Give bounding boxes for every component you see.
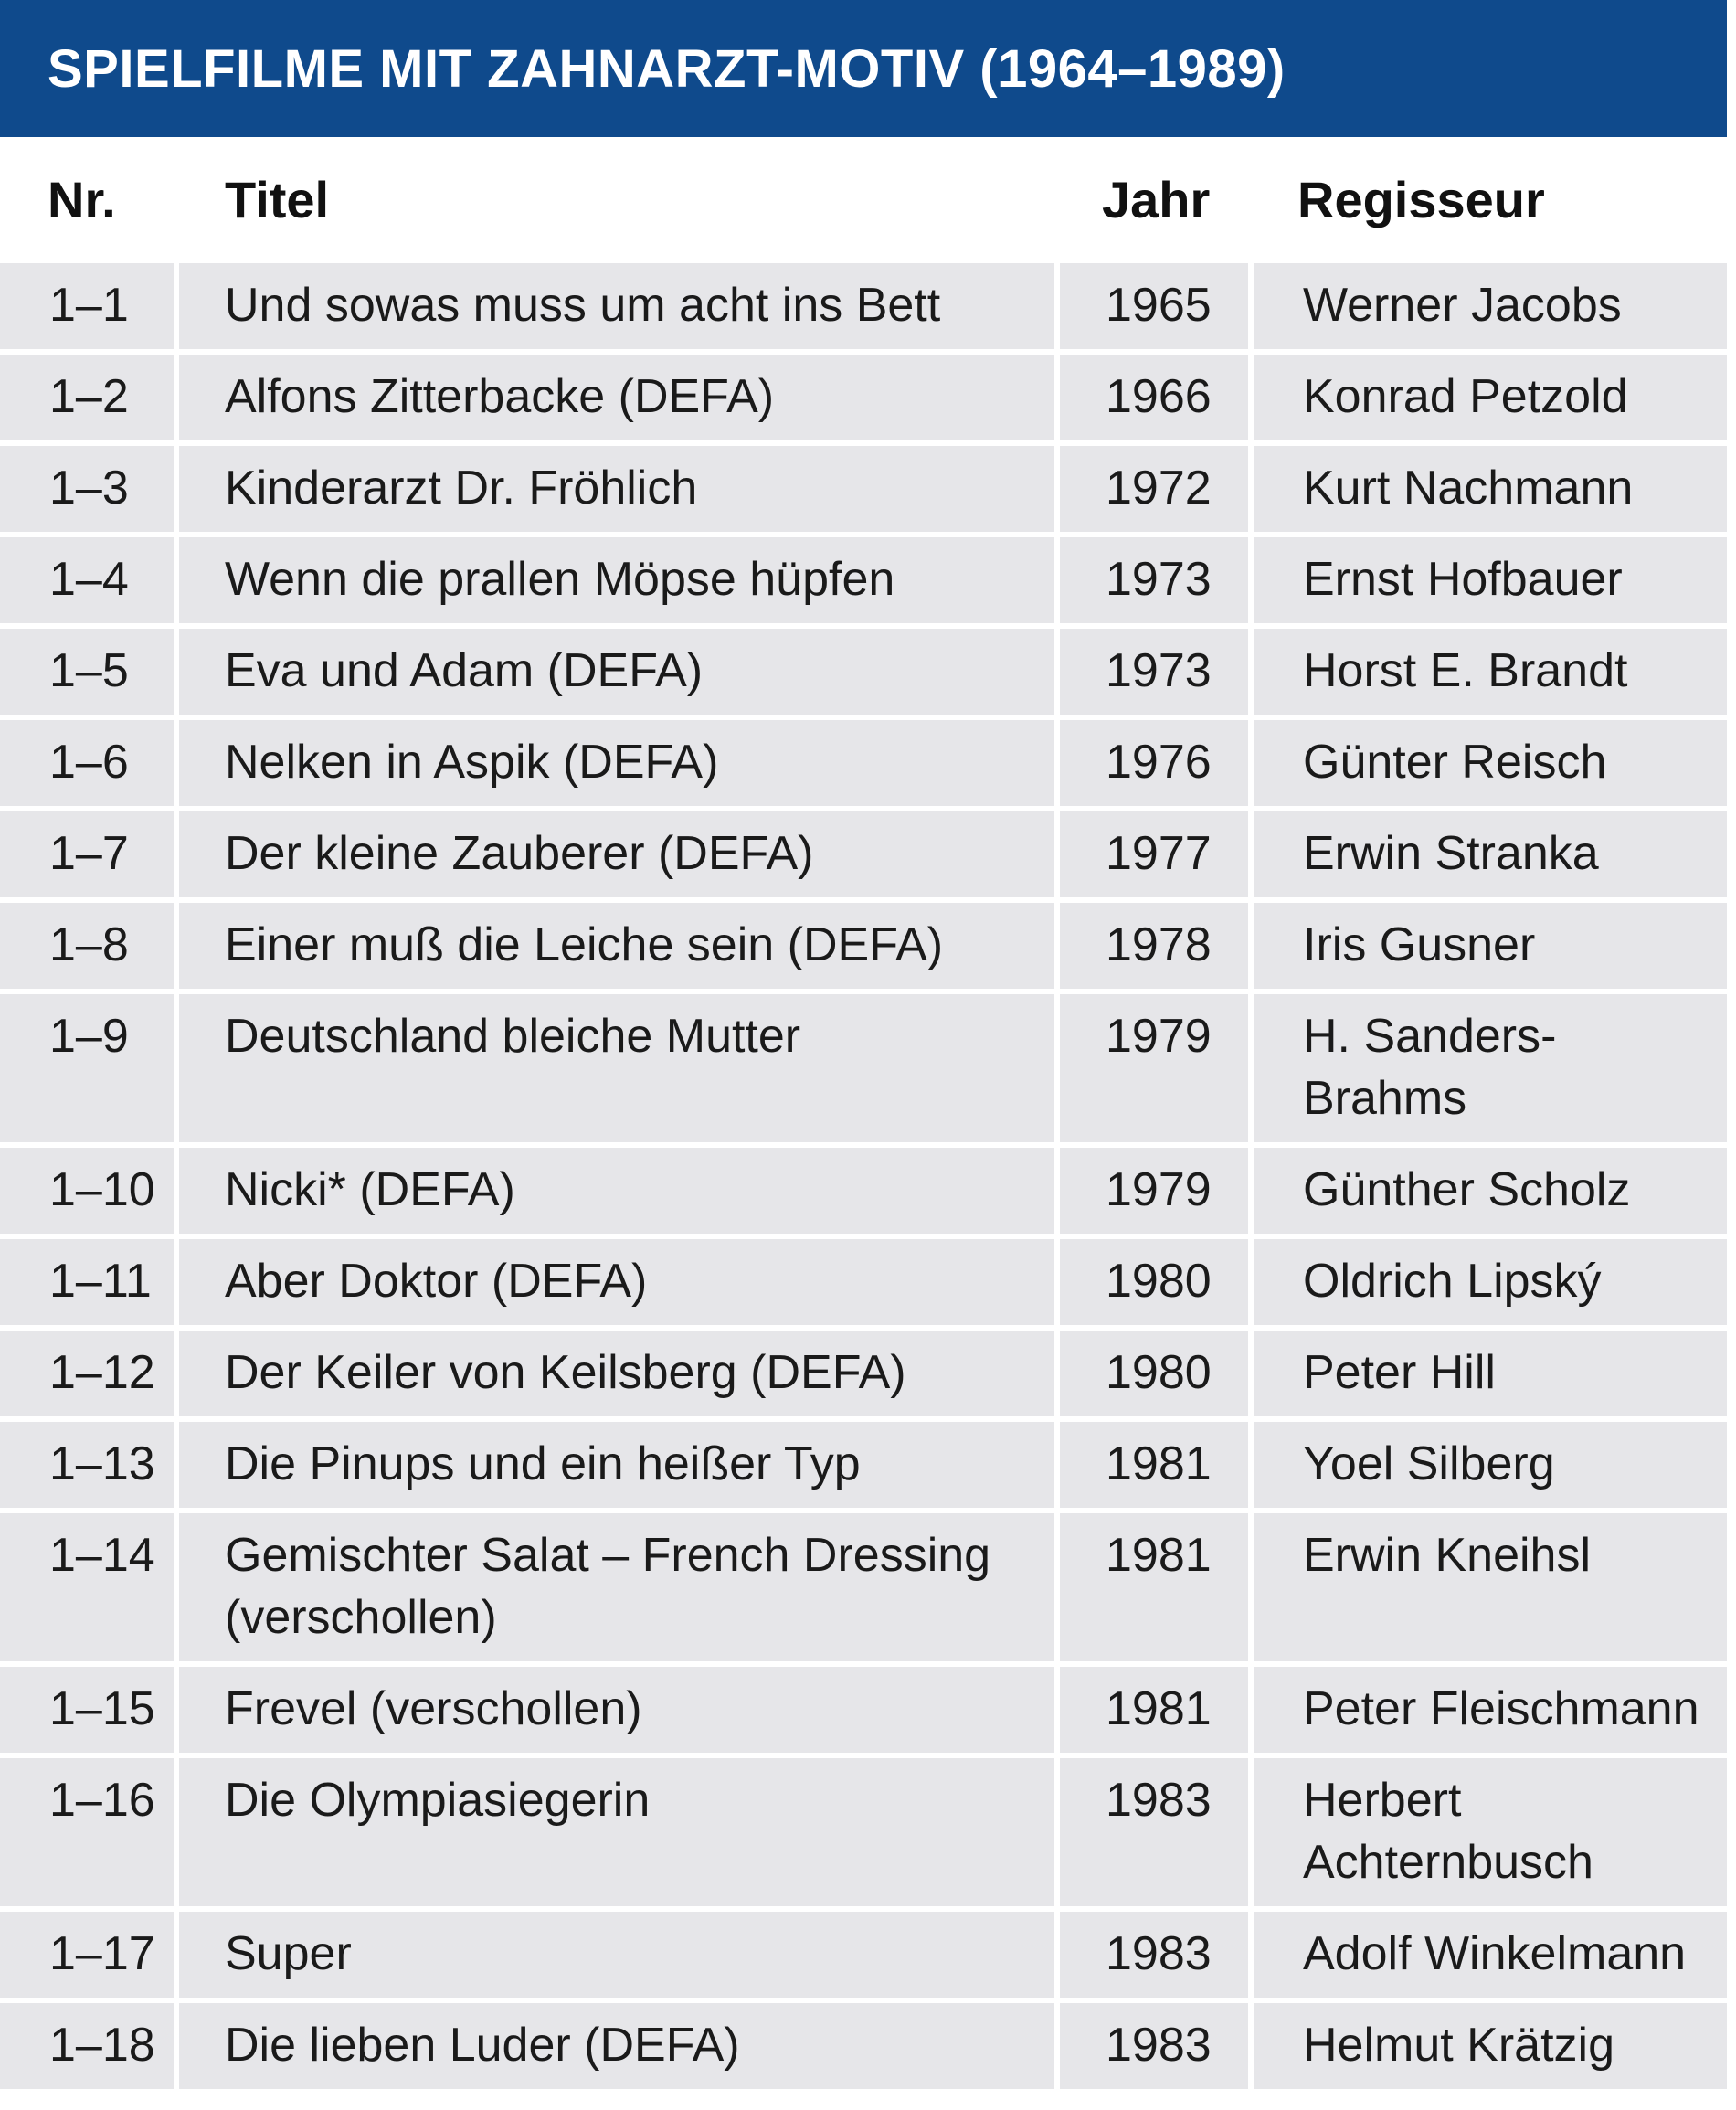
cell-year: 1980 (1060, 1331, 1248, 1416)
cell-title: Wenn die prallen Möpse hüpfen (179, 537, 1054, 623)
cell-director: Peter Hill (1254, 1331, 1727, 1416)
cell-director: Günther Scholz (1254, 1148, 1727, 1234)
cell-nr: 1–3 (0, 446, 174, 532)
cell-title: Kinderarzt Dr. Fröhlich (179, 446, 1054, 532)
cell-title: Nicki* (DEFA) (179, 1148, 1054, 1234)
cell-year: 1981 (1060, 1513, 1248, 1661)
cell-nr: 1–8 (0, 903, 174, 989)
table-row (0, 1331, 1727, 1416)
table-row (0, 355, 1727, 440)
cell-director: Erwin Stranka (1254, 811, 1727, 897)
table-row (0, 1148, 1727, 1234)
cell-title: Deutschland bleiche Mutter (179, 994, 1054, 1142)
table-row (0, 537, 1727, 623)
column-header-nr: Nr. (48, 170, 116, 228)
table-row (0, 903, 1727, 989)
cell-nr: 1–13 (0, 1422, 174, 1508)
table-row (0, 263, 1727, 349)
column-header-director: Regisseur (1297, 170, 1545, 228)
cell-director: Herbert Achternbusch (1254, 1758, 1727, 1906)
table-title: SPIELFILME MIT ZAHNARZT-MOTIV (1964–1989) (0, 0, 1727, 137)
table-row (0, 1239, 1727, 1325)
table-row (0, 2003, 1727, 2089)
cell-nr: 1–12 (0, 1331, 174, 1416)
cell-director: Werner Jacobs (1254, 263, 1727, 349)
cell-year: 1976 (1060, 720, 1248, 806)
cell-director: Kurt Nachmann (1254, 446, 1727, 532)
table-row (0, 1912, 1727, 1998)
cell-year: 1983 (1060, 1912, 1248, 1998)
table-row (0, 1513, 1727, 1661)
cell-title: Die Olympiasiegerin (179, 1758, 1054, 1906)
cell-director: Günter Reisch (1254, 720, 1727, 806)
cell-year: 1977 (1060, 811, 1248, 897)
cell-year: 1965 (1060, 263, 1248, 349)
cell-director: Iris Gusner (1254, 903, 1727, 989)
cell-nr: 1–1 (0, 263, 174, 349)
cell-nr: 1–5 (0, 629, 174, 715)
cell-title: Der Keiler von Keilsberg (DEFA) (179, 1331, 1054, 1416)
cell-title: Super (179, 1912, 1054, 1998)
cell-year: 1973 (1060, 537, 1248, 623)
cell-nr: 1–4 (0, 537, 174, 623)
cell-director: Helmut Krätzig (1254, 2003, 1727, 2089)
cell-title: Einer muß die Leiche sein (DEFA) (179, 903, 1054, 989)
cell-nr: 1–6 (0, 720, 174, 806)
cell-director: Konrad Petzold (1254, 355, 1727, 440)
cell-title: Alfons Zitterbacke (DEFA) (179, 355, 1054, 440)
table-row (0, 720, 1727, 806)
cell-nr: 1–9 (0, 994, 174, 1142)
cell-director: Ernst Hofbauer (1254, 537, 1727, 623)
cell-director: Adolf Winkelmann (1254, 1912, 1727, 1998)
table-header (0, 137, 1727, 261)
column-header-year: Jahr (1102, 170, 1211, 228)
cell-nr: 1–17 (0, 1912, 174, 1998)
cell-title: Nelken in Aspik (DEFA) (179, 720, 1054, 806)
table-row (0, 629, 1727, 715)
cell-year: 1980 (1060, 1239, 1248, 1325)
cell-nr: 1–2 (0, 355, 174, 440)
cell-nr: 1–10 (0, 1148, 174, 1234)
cell-nr: 1–14 (0, 1513, 174, 1661)
cell-title: Eva und Adam (DEFA) (179, 629, 1054, 715)
cell-title: Die lieben Luder (DEFA) (179, 2003, 1054, 2089)
cell-year: 1983 (1060, 2003, 1248, 2089)
cell-director: Horst E. Brandt (1254, 629, 1727, 715)
table-row (0, 811, 1727, 897)
table-row (0, 994, 1727, 1142)
cell-year: 1983 (1060, 1758, 1248, 1906)
cell-year: 1981 (1060, 1422, 1248, 1508)
cell-year: 1979 (1060, 994, 1248, 1142)
table-row (0, 1667, 1727, 1753)
cell-nr: 1–7 (0, 811, 174, 897)
table-row (0, 446, 1727, 532)
cell-title: Die Pinups und ein heißer Typ (179, 1422, 1054, 1508)
cell-year: 1966 (1060, 355, 1248, 440)
cell-title: Aber Doktor (DEFA) (179, 1239, 1054, 1325)
cell-title: Der kleine Zauberer (DEFA) (179, 811, 1054, 897)
cell-nr: 1–15 (0, 1667, 174, 1753)
cell-nr: 1–18 (0, 2003, 174, 2089)
cell-year: 1981 (1060, 1667, 1248, 1753)
cell-year: 1972 (1060, 446, 1248, 532)
cell-nr: 1–16 (0, 1758, 174, 1906)
cell-director: Peter Fleischmann (1254, 1667, 1727, 1753)
cell-director: Erwin Kneihsl (1254, 1513, 1727, 1661)
cell-title: Und sowas muss um acht ins Bett (179, 263, 1054, 349)
table-row (0, 1422, 1727, 1508)
cell-year: 1979 (1060, 1148, 1248, 1234)
cell-director: Oldrich Lipský (1254, 1239, 1727, 1325)
cell-title: Frevel (verschollen) (179, 1667, 1054, 1753)
cell-director: H. Sanders-Brahms (1254, 994, 1727, 1142)
cell-year: 1978 (1060, 903, 1248, 989)
cell-director: Yoel Silberg (1254, 1422, 1727, 1508)
cell-nr: 1–11 (0, 1239, 174, 1325)
column-header-title: Titel (225, 170, 330, 228)
cell-year: 1973 (1060, 629, 1248, 715)
table-body (0, 263, 1727, 2094)
cell-title: Gemischter Salat – French Dressing (verschollen) (179, 1513, 1054, 1661)
table-row (0, 1758, 1727, 1906)
